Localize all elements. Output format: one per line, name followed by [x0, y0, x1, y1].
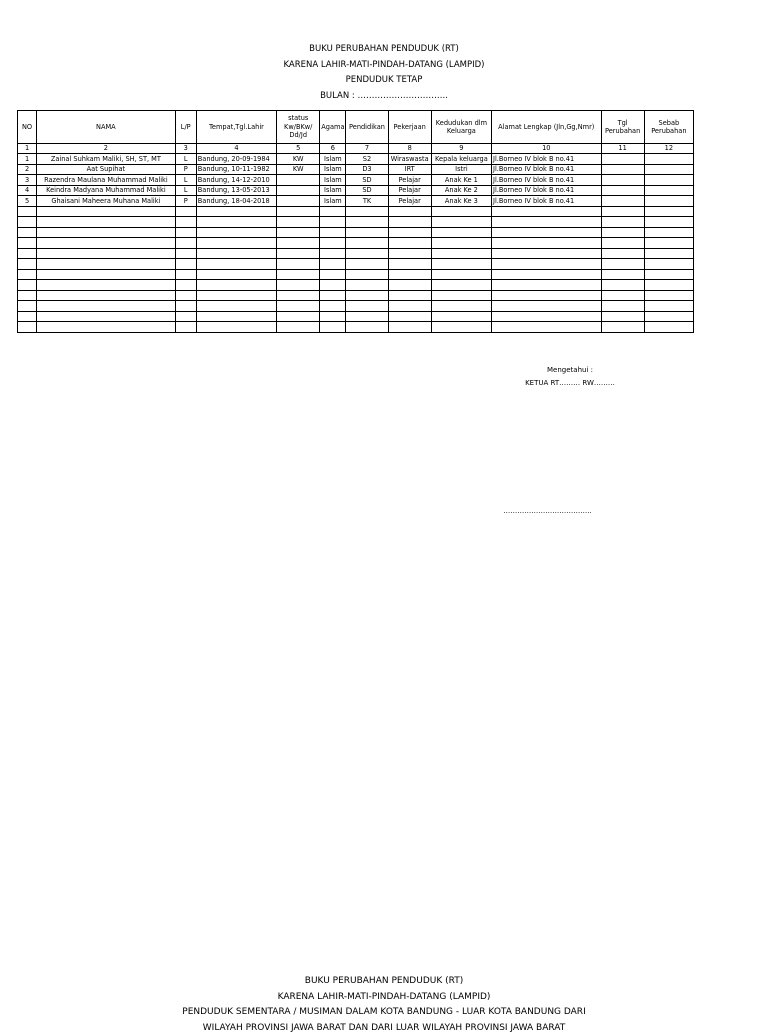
next-page-header	[0, 974, 768, 1036]
cell-agama: Islam	[320, 196, 346, 207]
header-category: PENDUDUK TETAP	[0, 73, 768, 89]
empty-table-row	[18, 290, 694, 301]
empty-cell	[37, 206, 176, 217]
table-row	[18, 175, 694, 186]
column-number: 10	[492, 144, 601, 154]
empty-cell	[196, 322, 276, 333]
empty-cell	[18, 227, 37, 238]
empty-cell	[196, 227, 276, 238]
empty-cell	[175, 290, 196, 301]
empty-cell	[492, 269, 601, 280]
empty-cell	[18, 301, 37, 312]
empty-cell	[431, 301, 491, 312]
empty-table-row	[18, 301, 694, 312]
empty-cell	[492, 206, 601, 217]
footer-title: BUKU PERUBAHAN PENDUDUK (RT)	[0, 974, 768, 990]
empty-cell	[175, 259, 196, 270]
col-header-agama: Agama	[320, 111, 346, 144]
empty-cell	[277, 227, 320, 238]
cell-sebab-perubahan	[644, 196, 693, 207]
empty-cell	[601, 238, 644, 249]
cell-lp: L	[175, 154, 196, 165]
empty-cell	[388, 280, 431, 291]
empty-cell	[320, 311, 346, 322]
cell-alamat: Jl.Borneo IV blok B no.41	[492, 175, 601, 186]
column-number: 3	[175, 144, 196, 154]
cell-kedudukan: Anak Ke 1	[431, 175, 491, 186]
empty-cell	[346, 238, 388, 249]
cell-alamat: Jl.Borneo IV blok B no.41	[492, 164, 601, 175]
cell-status	[277, 185, 320, 196]
empty-cell	[492, 259, 601, 270]
empty-cell	[18, 206, 37, 217]
empty-cell	[346, 227, 388, 238]
cell-sebab-perubahan	[644, 185, 693, 196]
empty-cell	[18, 259, 37, 270]
empty-cell	[431, 322, 491, 333]
empty-cell	[388, 259, 431, 270]
empty-cell	[320, 280, 346, 291]
cell-tgl-perubahan	[601, 154, 644, 165]
ketua-rt-rw-label: KETUA RT……… RW………	[480, 377, 660, 390]
empty-cell	[37, 322, 176, 333]
empty-cell	[644, 280, 693, 291]
col-header-pendidikan: Pendidikan	[346, 111, 388, 144]
cell-agama: Islam	[320, 164, 346, 175]
empty-cell	[320, 301, 346, 312]
empty-cell	[37, 227, 176, 238]
empty-table-row	[18, 227, 694, 238]
empty-cell	[277, 311, 320, 322]
table-row	[18, 154, 694, 165]
column-number: 5	[277, 144, 320, 154]
empty-cell	[37, 248, 176, 259]
empty-cell	[644, 248, 693, 259]
table-row	[18, 185, 694, 196]
empty-cell	[175, 238, 196, 249]
cell-lp: P	[175, 164, 196, 175]
empty-cell	[18, 238, 37, 249]
empty-cell	[346, 217, 388, 228]
empty-cell	[492, 301, 601, 312]
cell-pendidikan: S2	[346, 154, 388, 165]
footer-category: PENDUDUK SEMENTARA / MUSIMAN DALAM KOTA BANDUNG - LUAR KOTA BANDUNG DARI	[0, 1005, 768, 1021]
empty-cell	[196, 280, 276, 291]
empty-cell	[644, 238, 693, 249]
signature-line: ………………………………..	[480, 507, 615, 515]
empty-cell	[320, 248, 346, 259]
empty-table-row	[18, 238, 694, 249]
cell-pendidikan: SD	[346, 175, 388, 186]
empty-cell	[175, 322, 196, 333]
empty-cell	[492, 280, 601, 291]
column-number: 2	[37, 144, 176, 154]
cell-ttl: Bandung, 14-12-2010	[196, 175, 276, 186]
empty-table-row	[18, 311, 694, 322]
empty-cell	[277, 269, 320, 280]
cell-alamat: Jl.Borneo IV blok B no.41	[492, 185, 601, 196]
empty-cell	[196, 206, 276, 217]
empty-cell	[175, 217, 196, 228]
cell-ttl: Bandung, 10-11-1982	[196, 164, 276, 175]
cell-alamat: Jl.Borneo IV blok B no.41	[492, 154, 601, 165]
empty-cell	[431, 238, 491, 249]
empty-cell	[492, 311, 601, 322]
footer-subtitle: KARENA LAHIR-MATI-PINDAH-DATANG (LAMPID)	[0, 990, 768, 1006]
empty-cell	[175, 269, 196, 280]
cell-alamat: Jl.Borneo IV blok B no.41	[492, 196, 601, 207]
empty-cell	[431, 227, 491, 238]
empty-cell	[320, 259, 346, 270]
empty-cell	[37, 290, 176, 301]
col-header-kedudukan: Kedudukan dlm Keluarga	[431, 111, 491, 144]
empty-cell	[644, 269, 693, 280]
col-header-pekerjaan: Pekerjaan	[388, 111, 431, 144]
empty-cell	[277, 301, 320, 312]
empty-cell	[37, 280, 176, 291]
empty-table-row	[18, 259, 694, 270]
empty-cell	[196, 248, 276, 259]
empty-cell	[388, 238, 431, 249]
table-row	[18, 164, 694, 175]
empty-cell	[18, 217, 37, 228]
empty-cell	[277, 259, 320, 270]
empty-cell	[601, 301, 644, 312]
empty-cell	[601, 311, 644, 322]
empty-cell	[388, 301, 431, 312]
cell-status: KW	[277, 154, 320, 165]
cell-nama: Aat Supihat	[37, 164, 176, 175]
empty-cell	[18, 290, 37, 301]
cell-status: KW	[277, 164, 320, 175]
empty-table-row	[18, 248, 694, 259]
col-header-ttl: Tempat,Tgl.Lahir	[196, 111, 276, 144]
empty-cell	[601, 290, 644, 301]
header-subtitle: KARENA LAHIR-MATI-PINDAH-DATANG (LAMPID)	[0, 58, 768, 74]
empty-cell	[277, 238, 320, 249]
empty-cell	[277, 217, 320, 228]
empty-cell	[644, 322, 693, 333]
column-number: 1	[18, 144, 37, 154]
empty-cell	[320, 290, 346, 301]
col-header-nama: NAMA	[37, 111, 176, 144]
cell-ttl: Bandung, 18-04-2018	[196, 196, 276, 207]
empty-cell	[601, 217, 644, 228]
cell-no: 2	[18, 164, 37, 175]
cell-nama: Ghaisani Maheera Muhana Maliki	[37, 196, 176, 207]
empty-cell	[431, 248, 491, 259]
cell-agama: Islam	[320, 154, 346, 165]
cell-pekerjaan: Pelajar	[388, 175, 431, 186]
empty-cell	[431, 280, 491, 291]
empty-cell	[601, 248, 644, 259]
empty-cell	[196, 238, 276, 249]
empty-cell	[175, 301, 196, 312]
cell-pendidikan: TK	[346, 196, 388, 207]
cell-lp: L	[175, 175, 196, 186]
empty-cell	[644, 206, 693, 217]
empty-cell	[320, 238, 346, 249]
cell-kedudukan: Kepala keluarga	[431, 154, 491, 165]
column-number: 4	[196, 144, 276, 154]
empty-cell	[644, 227, 693, 238]
col-header-sebab-perubahan: Sebab Perubahan	[644, 111, 693, 144]
col-header-alamat: Alamat Lengkap (Jln,Gg,Nmr)	[492, 111, 601, 144]
empty-cell	[277, 290, 320, 301]
empty-cell	[37, 269, 176, 280]
col-header-lp: L/P	[175, 111, 196, 144]
empty-table-row	[18, 269, 694, 280]
empty-cell	[388, 206, 431, 217]
cell-nama: Zainal Suhkam Maliki, SH, ST, MT	[37, 154, 176, 165]
empty-cell	[431, 269, 491, 280]
cell-ttl: Bandung, 20-09-1984	[196, 154, 276, 165]
empty-cell	[277, 248, 320, 259]
header-title: BUKU PERUBAHAN PENDUDUK (RT)	[0, 42, 768, 58]
cell-pekerjaan: Pelajar	[388, 196, 431, 207]
cell-sebab-perubahan	[644, 175, 693, 186]
empty-cell	[346, 290, 388, 301]
empty-cell	[644, 311, 693, 322]
empty-cell	[320, 217, 346, 228]
empty-cell	[388, 269, 431, 280]
empty-cell	[431, 259, 491, 270]
empty-cell	[18, 269, 37, 280]
empty-cell	[37, 238, 176, 249]
cell-tgl-perubahan	[601, 185, 644, 196]
cell-pendidikan: SD	[346, 185, 388, 196]
empty-cell	[37, 301, 176, 312]
col-header-no: NO	[18, 111, 37, 144]
empty-cell	[644, 259, 693, 270]
cell-tgl-perubahan	[601, 175, 644, 186]
empty-cell	[492, 322, 601, 333]
cell-pekerjaan: IRT	[388, 164, 431, 175]
empty-cell	[346, 301, 388, 312]
empty-cell	[388, 217, 431, 228]
empty-table-row	[18, 322, 694, 333]
empty-cell	[492, 238, 601, 249]
empty-cell	[388, 248, 431, 259]
empty-cell	[196, 259, 276, 270]
empty-cell	[18, 248, 37, 259]
empty-cell	[346, 322, 388, 333]
empty-table-row	[18, 206, 694, 217]
cell-nama: Razendra Maulana Muhammad Maliki	[37, 175, 176, 186]
empty-cell	[175, 206, 196, 217]
empty-cell	[346, 280, 388, 291]
cell-kedudukan: Istri	[431, 164, 491, 175]
empty-cell	[196, 301, 276, 312]
empty-cell	[196, 269, 276, 280]
empty-cell	[601, 227, 644, 238]
cell-no: 5	[18, 196, 37, 207]
empty-cell	[175, 311, 196, 322]
empty-cell	[37, 259, 176, 270]
empty-cell	[644, 301, 693, 312]
column-number-row	[18, 144, 694, 154]
lampid-table	[17, 110, 694, 333]
header-month: BULAN : …………………………..	[0, 89, 768, 105]
cell-kedudukan: Anak Ke 2	[431, 185, 491, 196]
empty-cell	[601, 280, 644, 291]
empty-cell	[431, 206, 491, 217]
empty-cell	[346, 248, 388, 259]
empty-cell	[320, 322, 346, 333]
empty-cell	[346, 259, 388, 270]
empty-cell	[18, 280, 37, 291]
empty-cell	[644, 217, 693, 228]
empty-cell	[492, 248, 601, 259]
column-number: 12	[644, 144, 693, 154]
empty-cell	[196, 311, 276, 322]
signature-block	[480, 364, 660, 390]
empty-cell	[37, 217, 176, 228]
empty-cell	[431, 217, 491, 228]
cell-ttl: Bandung, 13-05-2013	[196, 185, 276, 196]
empty-cell	[388, 311, 431, 322]
empty-cell	[320, 227, 346, 238]
empty-cell	[346, 206, 388, 217]
cell-status	[277, 175, 320, 186]
empty-table-row	[18, 217, 694, 228]
empty-cell	[644, 290, 693, 301]
cell-no: 1	[18, 154, 37, 165]
empty-table-row	[18, 280, 694, 291]
column-number: 9	[431, 144, 491, 154]
empty-cell	[175, 280, 196, 291]
cell-agama: Islam	[320, 185, 346, 196]
empty-cell	[277, 322, 320, 333]
col-header-tgl-perubahan: Tgl Perubahan	[601, 111, 644, 144]
empty-cell	[601, 269, 644, 280]
cell-pekerjaan: Pelajar	[388, 185, 431, 196]
cell-no: 3	[18, 175, 37, 186]
empty-cell	[346, 311, 388, 322]
column-number: 7	[346, 144, 388, 154]
empty-cell	[388, 227, 431, 238]
empty-cell	[346, 269, 388, 280]
empty-cell	[388, 322, 431, 333]
known-by-label: Mengetahui :	[480, 364, 660, 377]
cell-sebab-perubahan	[644, 154, 693, 165]
empty-cell	[18, 311, 37, 322]
empty-cell	[175, 227, 196, 238]
cell-pekerjaan: Wiraswasta	[388, 154, 431, 165]
empty-cell	[196, 290, 276, 301]
cell-status	[277, 196, 320, 207]
column-number: 8	[388, 144, 431, 154]
cell-tgl-perubahan	[601, 196, 644, 207]
cell-pendidikan: D3	[346, 164, 388, 175]
empty-cell	[320, 269, 346, 280]
empty-cell	[388, 290, 431, 301]
cell-no: 4	[18, 185, 37, 196]
cell-sebab-perubahan	[644, 164, 693, 175]
empty-cell	[601, 259, 644, 270]
document-header	[0, 42, 768, 104]
empty-cell	[492, 227, 601, 238]
empty-cell	[196, 217, 276, 228]
cell-kedudukan: Anak Ke 3	[431, 196, 491, 207]
footer-region: WILAYAH PROVINSI JAWA BARAT DAN DARI LUAR WILAYAH PROVINSI JAWA BARAT	[0, 1021, 768, 1036]
col-header-status: status Kw/BKw/ Dd/Jd	[277, 111, 320, 144]
column-number: 11	[601, 144, 644, 154]
cell-agama: Islam	[320, 175, 346, 186]
cell-lp: P	[175, 196, 196, 207]
column-number: 6	[320, 144, 346, 154]
empty-cell	[320, 206, 346, 217]
table-header-row	[18, 111, 694, 144]
empty-cell	[277, 206, 320, 217]
empty-cell	[431, 311, 491, 322]
cell-nama: Keindra Madyana Muhammad Maliki	[37, 185, 176, 196]
empty-cell	[492, 290, 601, 301]
empty-cell	[601, 206, 644, 217]
empty-cell	[175, 248, 196, 259]
empty-cell	[492, 217, 601, 228]
table-row	[18, 196, 694, 207]
cell-lp: L	[175, 185, 196, 196]
empty-cell	[277, 280, 320, 291]
empty-cell	[601, 322, 644, 333]
empty-cell	[37, 311, 176, 322]
cell-tgl-perubahan	[601, 164, 644, 175]
empty-cell	[431, 290, 491, 301]
empty-cell	[18, 322, 37, 333]
